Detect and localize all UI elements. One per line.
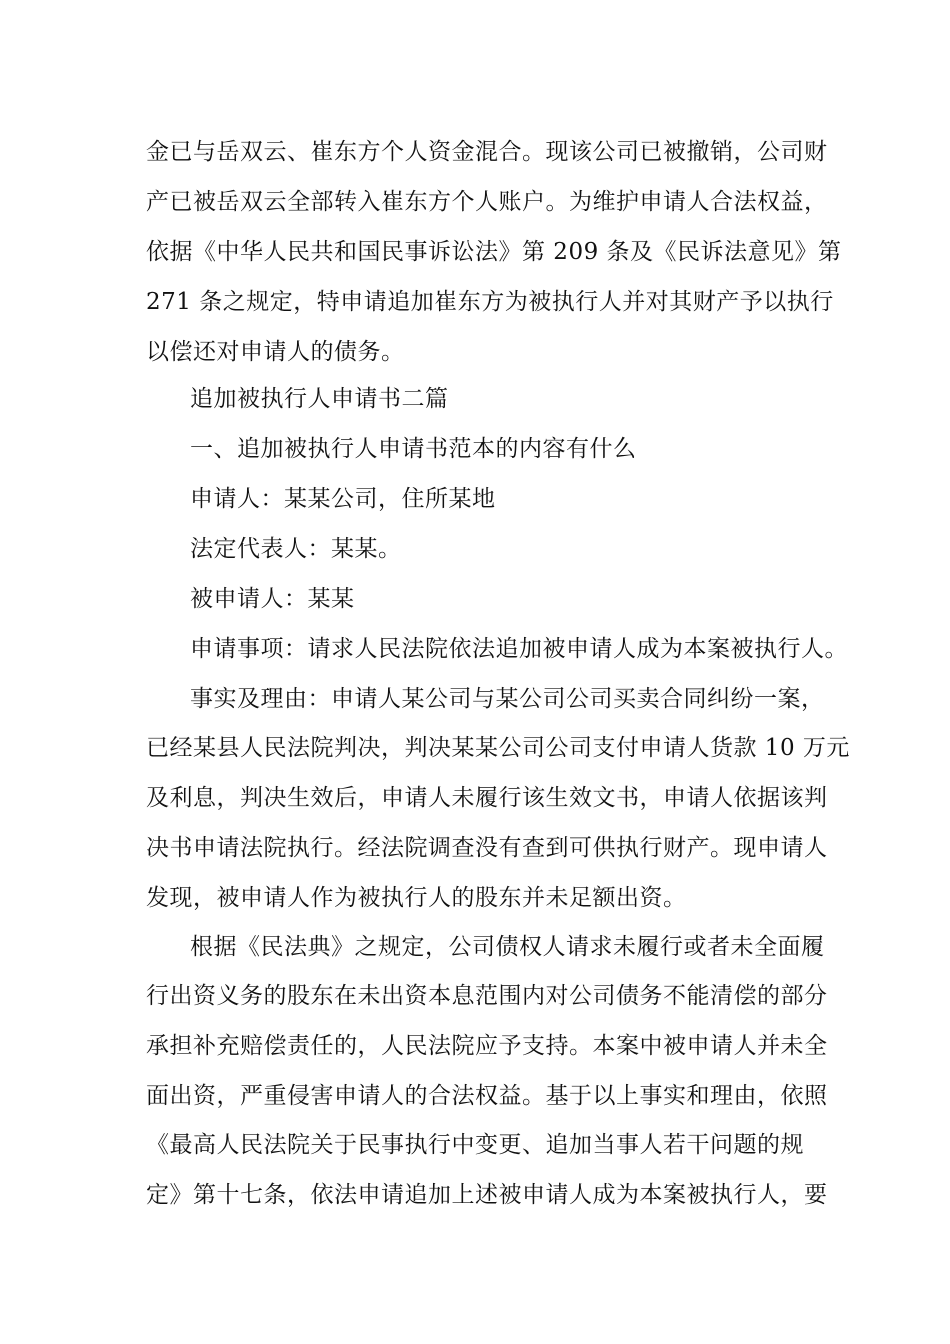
text-line: 以偿还对申请人的债务。 (146, 339, 405, 365)
text-line: 依据《中华人民共和国民事诉讼法》第 209 条及《民诉法意见》第 (146, 239, 842, 265)
legal-representative-line: 法定代表人：某某。 (190, 536, 402, 562)
text-line: 及利息，判决生效后，申请人未履行该生效文书，申请人依据该判 (146, 785, 828, 811)
application-matters-line: 申请事项：请求人民法院依法追加被申请人成为本案被执行人。 (190, 636, 848, 662)
respondent-line: 被申请人：某某 (190, 586, 355, 612)
text-line: 行出资义务的股东在未出资本息范围内对公司债务不能清偿的部分 (146, 983, 828, 1009)
text-line: 发现，被申请人作为被执行人的股东并未足额出资。 (146, 885, 687, 911)
text-line: 已经某县人民法院判决，判决某某公司公司支付申请人货款 10 万元 (146, 735, 850, 761)
section-heading: 追加被执行人申请书二篇 (190, 386, 449, 412)
applicant-line: 申请人：某某公司，住所某地 (190, 486, 496, 512)
subsection-heading: 一、追加被执行人申请书范本的内容有什么 (190, 436, 637, 462)
text-line: 定》第十七条，依法申请追加上述被申请人成为本案被执行人，要 (146, 1182, 828, 1208)
text-line: 金已与岳双云、崔东方个人资金混合。现该公司已被撤销，公司财 (146, 139, 828, 165)
text-line: 《最高人民法院关于民事执行中变更、追加当事人若干问题的规 (146, 1132, 804, 1158)
text-line: 产已被岳双云全部转入崔东方个人账户。为维护申请人合法权益， (146, 189, 828, 215)
text-line: 决书申请法院执行。经法院调查没有查到可供执行财产。现申请人 (146, 835, 828, 861)
text-line: 面出资，严重侵害申请人的合法权益。基于以上事实和理由，依照 (146, 1083, 828, 1109)
text-line: 根据《民法典》之规定，公司债权人请求未履行或者未全面履 (190, 934, 825, 960)
facts-reasons-line: 事实及理由：申请人某公司与某公司公司买卖合同纠纷一案， (190, 686, 825, 712)
text-line: 271 条之规定，特申请追加崔东方为被执行人并对其财产予以执行 (146, 289, 834, 315)
text-line: 承担补充赔偿责任的，人民法院应予支持。本案中被申请人并未全 (146, 1033, 828, 1059)
